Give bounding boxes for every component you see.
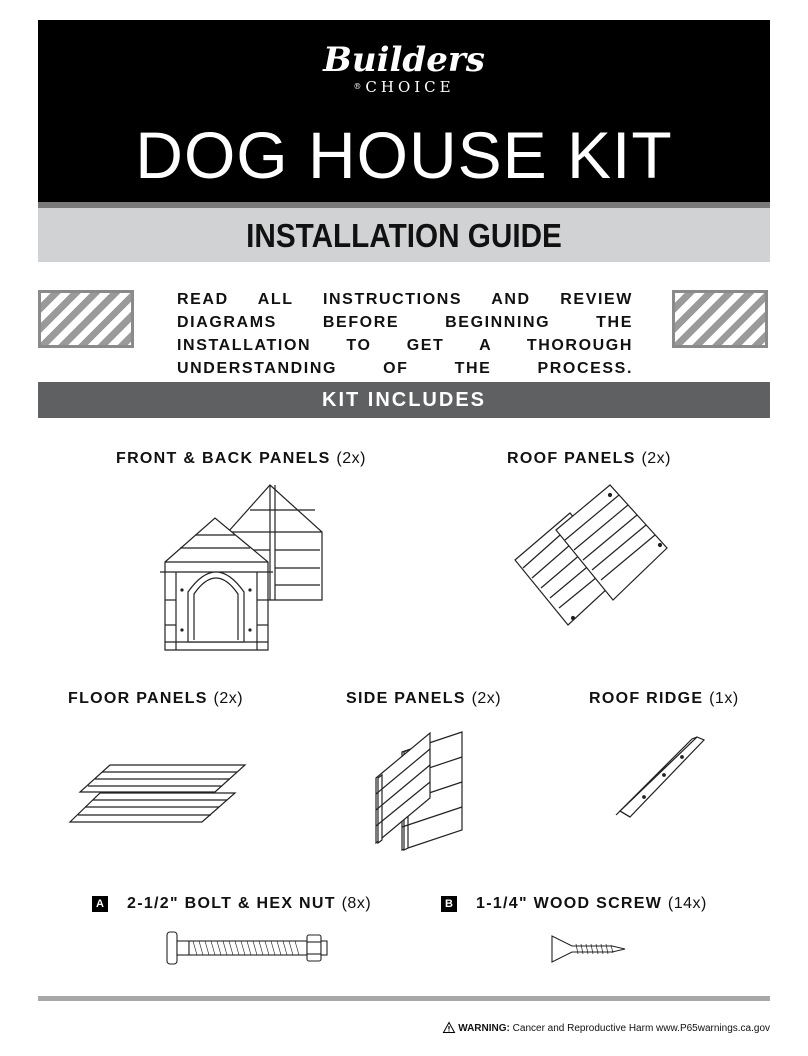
- registered-mark: ®: [353, 82, 362, 91]
- bolt-illustration: [165, 930, 335, 966]
- item-label-roof-ridge: ROOF RIDGE (1x): [589, 690, 739, 707]
- logo-top-text: Builders: [323, 40, 485, 80]
- subheader-band: [38, 208, 770, 262]
- prop65-warning: [443, 1022, 770, 1034]
- logo-bottom-text: CHOICE: [365, 78, 455, 96]
- warning-triangle-icon: [443, 1022, 455, 1033]
- item-label-floor-panels: FLOOR PANELS (2x): [68, 690, 244, 707]
- hardware-b-badge: B: [441, 896, 457, 912]
- brand-logo: [38, 42, 770, 96]
- item-label-front-back-panels: FRONT & BACK PANELS (2x): [116, 450, 366, 467]
- footer-divider: [38, 996, 770, 1001]
- hardware-label-screw: 1-1/4" WOOD SCREW (14x): [476, 895, 707, 912]
- hatch-pattern-right: [672, 290, 768, 348]
- kit-includes-band: [38, 382, 770, 418]
- warning-text: Cancer and Reproductive Harm www.P65warnings.ca.gov: [512, 1023, 770, 1034]
- hardware-a-badge: A: [92, 896, 108, 912]
- item-label-side-panels: SIDE PANELS (2x): [346, 690, 502, 707]
- side-panels-illustration: [370, 730, 470, 855]
- roof-panels-illustration: [510, 480, 670, 630]
- subheader-title: INSTALLATION GUIDE: [246, 217, 562, 254]
- front-back-panels-illustration: [150, 480, 330, 655]
- roof-ridge-illustration: [612, 735, 712, 825]
- header-banner: [38, 20, 770, 202]
- hardware-label-bolt: 2-1/2" BOLT & HEX NUT (8x): [127, 895, 372, 912]
- page-title: DOG HOUSE KIT: [135, 118, 673, 192]
- notice-text: READ ALL INSTRUCTIONS AND REVIEW DIAGRAMS BEFORE BEGINNING THE INSTALLATION TO GET A THOROUGH UNDERSTANDING OF THE PROCESS.: [177, 291, 633, 377]
- hatch-pattern-left: [38, 290, 134, 348]
- floor-panels-illustration: [70, 760, 250, 825]
- item-label-roof-panels: ROOF PANELS (2x): [507, 450, 671, 467]
- screw-illustration: [550, 934, 630, 964]
- kit-includes-title: KIT INCLUDES: [322, 389, 486, 411]
- warning-label: WARNING:: [458, 1023, 510, 1034]
